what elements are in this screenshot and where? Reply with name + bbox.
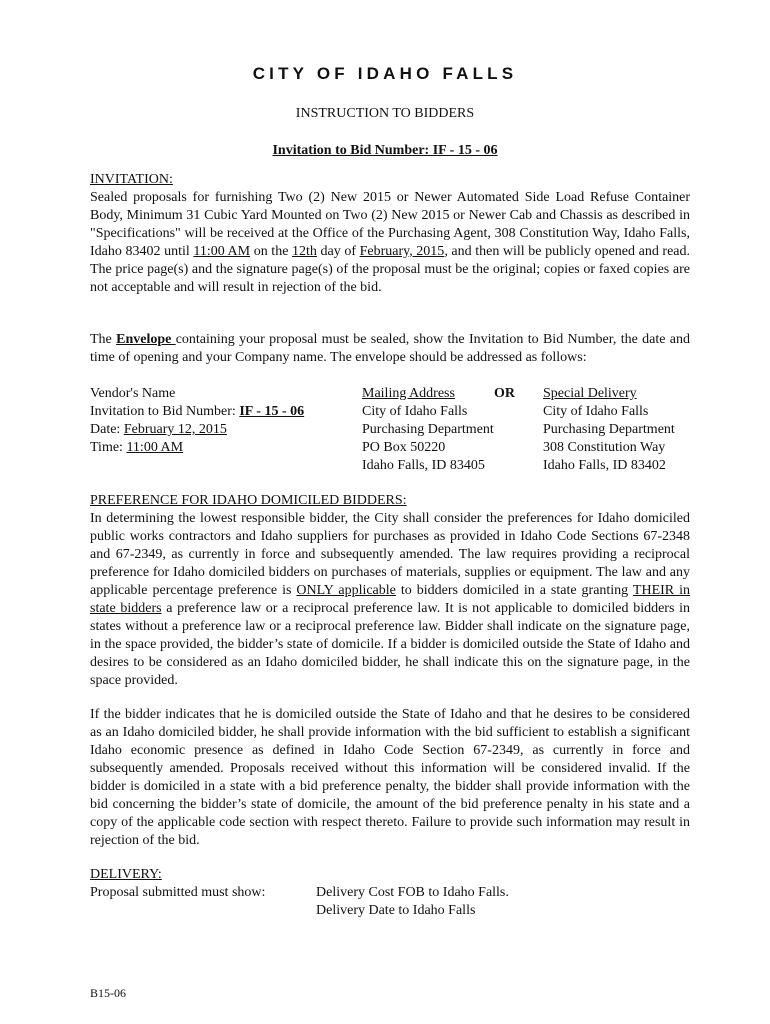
vendor-time-label: Time:	[90, 440, 127, 455]
special-delivery-heading: Special Delivery	[543, 386, 637, 401]
or-label: OR	[494, 386, 515, 401]
envelope-paragraph	[90, 331, 690, 367]
special-line: Purchasing Department	[543, 422, 675, 437]
mailing-line: Idaho Falls, ID 83405	[362, 458, 485, 473]
preference-their-in-state: THEIR in state bidders	[90, 583, 690, 616]
vendor-bid-line	[90, 403, 304, 421]
invitation-text-4: , and then will be publicly opened and read. The price page(s) and the signature page(s) of the proposal must be the original; copies or faxed copies are not acceptable and will result in rejection of the bid.	[90, 244, 691, 295]
preference-paragraph-1	[90, 510, 690, 690]
vendor-time-value: 11:00 AM	[126, 440, 184, 455]
special-line: 308 Constitution Way	[543, 440, 666, 455]
mailing-line: PO Box 50220	[362, 440, 446, 455]
envelope-word: Envelope	[116, 332, 176, 347]
preference-text-3: a preference law or a reciprocal preference law. It is not applicable to domiciled bidders in states without a preference law or a reciprocal preference law. Bidder shall indicate on the signature page, in the space provided, the bidder’s state of domicile. If a bidder is domiciled outside the State of Idaho and desires to be considered as an Idaho domiciled bidder, he shall indicate this on the signature page, in the space provided.	[90, 601, 690, 688]
mailing-line: Purchasing Department	[362, 422, 494, 437]
special-line: Idaho Falls, ID 83402	[543, 458, 666, 473]
vendor-time-line	[90, 439, 304, 457]
vendor-name: Vendor's Name	[90, 386, 176, 401]
delivery-heading-text: DELIVERY:	[90, 867, 162, 882]
opening-time: 11:00 AM	[193, 244, 251, 259]
mailing-line: City of Idaho Falls	[362, 404, 468, 419]
page-footer-code: B15-06	[90, 986, 126, 1000]
opening-day: 12th	[292, 244, 317, 259]
special-delivery-block	[543, 385, 675, 475]
mailing-address-heading: Mailing Address	[362, 386, 455, 401]
page-title: CITY OF IDAHO FALLS	[252, 64, 518, 83]
invitation-text-2: on the	[250, 244, 293, 259]
invitation-text-1: Sealed proposals for furnishing Two (2) New 2015 or Newer Automated Side Load Refuse Container Body, Minimum 31 Cubic Yard Mounted on Two (2) New 2015 or Newer Cab and Chassis as described in "Specifications" will be received at the Office of the Purchasing Agent, 308 Constitution Way, Idaho Falls, Idaho 83402 until	[90, 190, 690, 259]
preference-heading	[90, 492, 690, 510]
vendor-date-line	[90, 421, 304, 439]
vendor-bid-number: IF - 15 - 06	[239, 404, 305, 419]
delivery-line-2: Delivery Date to Idaho Falls	[316, 903, 476, 918]
preference-text-1: In determining the lowest responsible bidder, the City shall consider the preferences for Idaho domiciled public works contractors and Idaho suppliers for purchases as provided in Idaho Code Sections 67-2348 and 67-2349, as currently in force and subsequently amended. The law requires providing a reciprocal preference for Idaho domiciled bidders on purchases of materials, supplies or equipment. The law and any applicable percentage preference is	[90, 511, 690, 598]
delivery-heading	[90, 866, 690, 884]
vendor-bid-label: Invitation to Bid Number:	[90, 404, 240, 419]
vendor-date-value: February 12, 2015	[123, 422, 227, 437]
document-subtitle: INSTRUCTION TO BIDDERS	[295, 106, 475, 121]
bid-number-heading: Invitation to Bid Number: IF - 15 - 06	[272, 143, 498, 158]
preference-only-applicable: ONLY applicable	[296, 583, 396, 598]
vendor-address-block	[90, 385, 304, 457]
invitation-heading	[90, 171, 690, 189]
invitation-text-3: day of	[316, 244, 360, 259]
envelope-text-1: The	[90, 332, 117, 347]
envelope-text-2: containing your proposal must be sealed, show the Invitation to Bid Number, the date and time of opening and your Company name. The envelope should be addressed as follows:	[90, 332, 691, 365]
invitation-heading-text: INVITATION:	[90, 172, 173, 187]
preference-heading-text: PREFERENCE FOR IDAHO DOMICILED BIDDERS:	[90, 493, 407, 508]
delivery-requirements	[316, 884, 509, 920]
preference-paragraph-2: If the bidder indicates that he is domiciled outside the State of Idaho and that he desires to be considered as an Idaho domiciled bidder, he shall provide information with the bid sufficient to establish a significant Idaho economic presence as defined in Idaho Code Section 67-2349, as currently in force and subsequently amended. Proposals received without this information will be considered invalid. If the bidder is domiciled in a state with a bid preference penalty, the bidder shall provide information with the bid concerning the bidder’s state of domicile, the amount of the bid preference penalty in his state and a copy of the applicable code section with respect thereto. Failure to provide such information may result in rejection of the bid.	[90, 707, 690, 848]
vendor-date-label: Date:	[90, 422, 124, 437]
delivery-line-1: Delivery Cost FOB to Idaho Falls.	[316, 885, 509, 900]
delivery-label: Proposal submitted must show:	[90, 885, 266, 900]
opening-month-year: February, 2015	[359, 244, 445, 259]
special-line: City of Idaho Falls	[543, 404, 649, 419]
mailing-address-block	[362, 385, 494, 475]
preference-text-2: to bidders domiciled in a state granting	[395, 583, 633, 598]
invitation-paragraph	[90, 189, 690, 297]
